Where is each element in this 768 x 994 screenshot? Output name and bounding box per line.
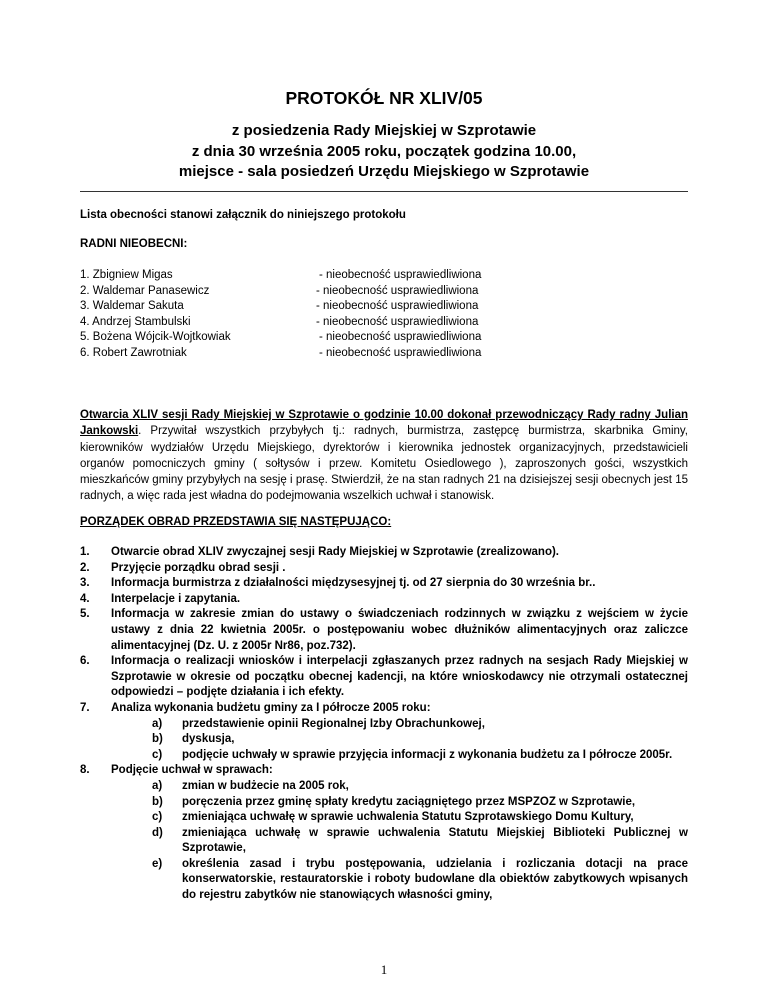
- attendance-note: Lista obecności stanowi załącznik do niniejszego protokołu: [80, 209, 406, 221]
- agenda-item-number: 3.: [80, 577, 90, 590]
- opening-body-text: . Przywitał wszystkich przybyłych tj.: radnych, burmistrza, zastępcę burmistrza, skarbnika Gminy, kierowników wydziałów Urzędu Miejskiego, dyrektorów i kierownika jednostek organizacyjnych, przedstawicieli organów pomocniczych gminy ( sołtysów i przew. Komitetu Osiedlowego ), zaproszonych gości, wszystkich mieszkańców gminy przybyłych na sesję i prasę. Stwierdził, że na stan radnych 21 na dzisiejszej sesji obecnych jest 15 radnych, a więc rada jest władna do podejmowania wszelkich uchwał i stanowisk.: [80, 425, 688, 503]
- agenda-item-number: 7.: [80, 701, 90, 714]
- subtitle-line: miejsce - sala posiedzeń Urzędu Miejskiego w Szprotawie: [178, 163, 590, 180]
- agenda-item-text: Informacja burmistrza z działalności międzysesyjnej tj. od 27 sierpnia do 30 września br..: [111, 577, 596, 590]
- absent-status: - nieobecność usprawiedliwiona: [316, 315, 479, 328]
- agenda-subitem: [80, 732, 688, 748]
- absent-status: - nieobecność usprawiedliwiona: [319, 346, 482, 359]
- agenda-subitem-letter: b): [152, 795, 163, 808]
- agenda-item-text: Analiza wykonania budżetu gminy za I półrocze 2005 roku:: [111, 701, 431, 714]
- agenda-item-number: 4.: [80, 592, 90, 605]
- agenda-subitem-text: zmian w budżecie na 2005 rok,: [182, 779, 349, 792]
- agenda-item-text: Otwarcie obrad XLIV zwyczajnej sesji Rady Miejskiej w Szprotawie (zrealizowano).: [111, 546, 560, 558]
- agenda-subitem-text: przedstawienie opinii Regionalnej Izby Obrachunkowej,: [182, 717, 485, 730]
- agenda-item-text: Podjęcie uchwał w sprawach:: [111, 764, 273, 777]
- agenda-subitem: [80, 795, 688, 811]
- agenda-item: [80, 607, 688, 654]
- absent-name: 1. Zbigniew Migas: [80, 269, 173, 281]
- agenda-item: [80, 592, 688, 608]
- absent-name: 5. Bożena Wójcik-Wojtkowiak: [80, 331, 231, 344]
- absent-name: 6. Robert Zawrotniak: [80, 346, 187, 359]
- agenda-subitem-letter: c): [152, 748, 163, 761]
- agenda-subitem: [80, 857, 688, 904]
- agenda-item-number: 6.: [80, 655, 90, 668]
- opening-bold-text: Otwarcia XLIV sesji Rady Miejskiej w Szprotawie o godzinie 10.00 dokonał przewodniczący Rady radny Julian Jankowski: [80, 409, 688, 438]
- page-number: 1: [380, 962, 388, 977]
- agenda-item-number: 2.: [80, 561, 90, 574]
- absent-row: [80, 268, 500, 284]
- agenda-subitem: [80, 810, 688, 826]
- agenda-subitem-letter: a): [152, 779, 163, 792]
- agenda-subitem-letter: b): [152, 733, 163, 746]
- agenda-item-text: Przyjęcie porządku obrad sesji .: [111, 561, 286, 574]
- header-divider: [80, 191, 688, 192]
- subtitle-line: z dnia 30 września 2005 roku, początek godzina 10.00,: [191, 142, 577, 160]
- agenda-item: [80, 654, 688, 701]
- agenda-heading: PORZĄDEK OBRAD PRZEDSTAWIA SIĘ NASTĘPUJĄCO:: [80, 516, 392, 528]
- agenda-subitem-letter: a): [152, 717, 163, 730]
- agenda-subitem-letter: c): [152, 811, 163, 824]
- agenda-item-text: Informacja w zakresie zmian do ustawy o świadczeniach rodzinnych w związku z wejściem w życie ustawy z dnia 22 kwietnia 2005r. o postępowaniu wobec dłużników alimentacyjnych oraz zaliczce alimentacyjnej (Dz. U. z 2005r Nr86, poz.732).: [111, 608, 688, 652]
- document-subtitle: [0, 121, 768, 183]
- absent-row: [80, 330, 500, 346]
- agenda-item-number: 8.: [80, 764, 90, 777]
- subtitle-line: z posiedzenia Rady Miejskiej w Szprotawie: [231, 122, 537, 139]
- agenda-item: [80, 701, 688, 717]
- opening-paragraph: [80, 407, 688, 505]
- absent-row: [80, 315, 500, 331]
- agenda-subitem: [80, 826, 688, 857]
- agenda-list: [80, 545, 688, 904]
- document-title: PROTOKÓŁ NR XLIV/05: [285, 88, 483, 108]
- agenda-item: [80, 763, 688, 779]
- agenda-subitem: [80, 748, 688, 764]
- absent-list: [80, 268, 500, 362]
- absent-name: 4. Andrzej Stambulski: [80, 315, 191, 328]
- absent-status: - nieobecność usprawiedliwiona: [316, 300, 479, 313]
- agenda-subitem-letter: d): [152, 826, 163, 839]
- agenda-subitem-text: zmieniająca uchwałę w sprawie uchwalenia Statutu Szprotawskiego Domu Kultury,: [182, 811, 634, 824]
- agenda-item-number: 5.: [80, 608, 90, 621]
- agenda-item: [80, 545, 688, 561]
- agenda-subitem: [80, 779, 688, 795]
- agenda-subitem-letter: e): [152, 857, 163, 870]
- absent-heading: RADNI NIEOBECNI:: [80, 238, 188, 250]
- agenda-item: [80, 576, 688, 592]
- absent-status: - nieobecność usprawiedliwiona: [319, 269, 482, 281]
- agenda-item-text: Interpelacje i zapytania.: [111, 592, 241, 605]
- agenda-subitem-text: poręczenia przez gminę spłaty kredytu zaciągniętego przez MSPZOZ w Szprotawie,: [182, 795, 636, 808]
- agenda-subitem-text: określenia zasad i trybu postępowania, udzielania i rozliczania dotacji na prace konserwatorskie, restauratorskie i roboty budowlane dla obiektów zabytkowych wpisanych do rejestru zabytków nie stanowiących własności gminy,: [182, 857, 688, 902]
- absent-row: [80, 299, 500, 315]
- absent-row: [80, 284, 500, 300]
- agenda-subitem-text: zmieniająca uchwałę w sprawie uchwalenia Statutu Miejskiej Biblioteki Publicznej w Szprotawie,: [182, 826, 688, 855]
- agenda-item-number: 1.: [80, 546, 90, 558]
- agenda-subitem-text: podjęcie uchwały w sprawie przyjęcia informacji z wykonania budżetu za I półrocze 2005r.: [182, 748, 673, 761]
- absent-row: [80, 346, 500, 362]
- absent-name: 2. Waldemar Panasewicz: [80, 284, 210, 297]
- agenda-item-text: Informacja o realizacji wniosków i interpelacji zgłaszanych przez radnych na sesjach Rady Miejskiej w Szprotawie w okresie od początku obecnej kadencji, na które wnioskodawcy nie otrzymali ostatecznej odpowiedzi – podjęte działania i ich efekty.: [111, 655, 688, 699]
- absent-status: - nieobecność usprawiedliwiona: [319, 331, 482, 344]
- absent-name: 3. Waldemar Sakuta: [80, 300, 184, 313]
- agenda-subitem-text: dyskusja,: [182, 733, 235, 746]
- agenda-subitem: [80, 717, 688, 733]
- absent-status: - nieobecność usprawiedliwiona: [316, 284, 479, 297]
- agenda-item: [80, 561, 688, 577]
